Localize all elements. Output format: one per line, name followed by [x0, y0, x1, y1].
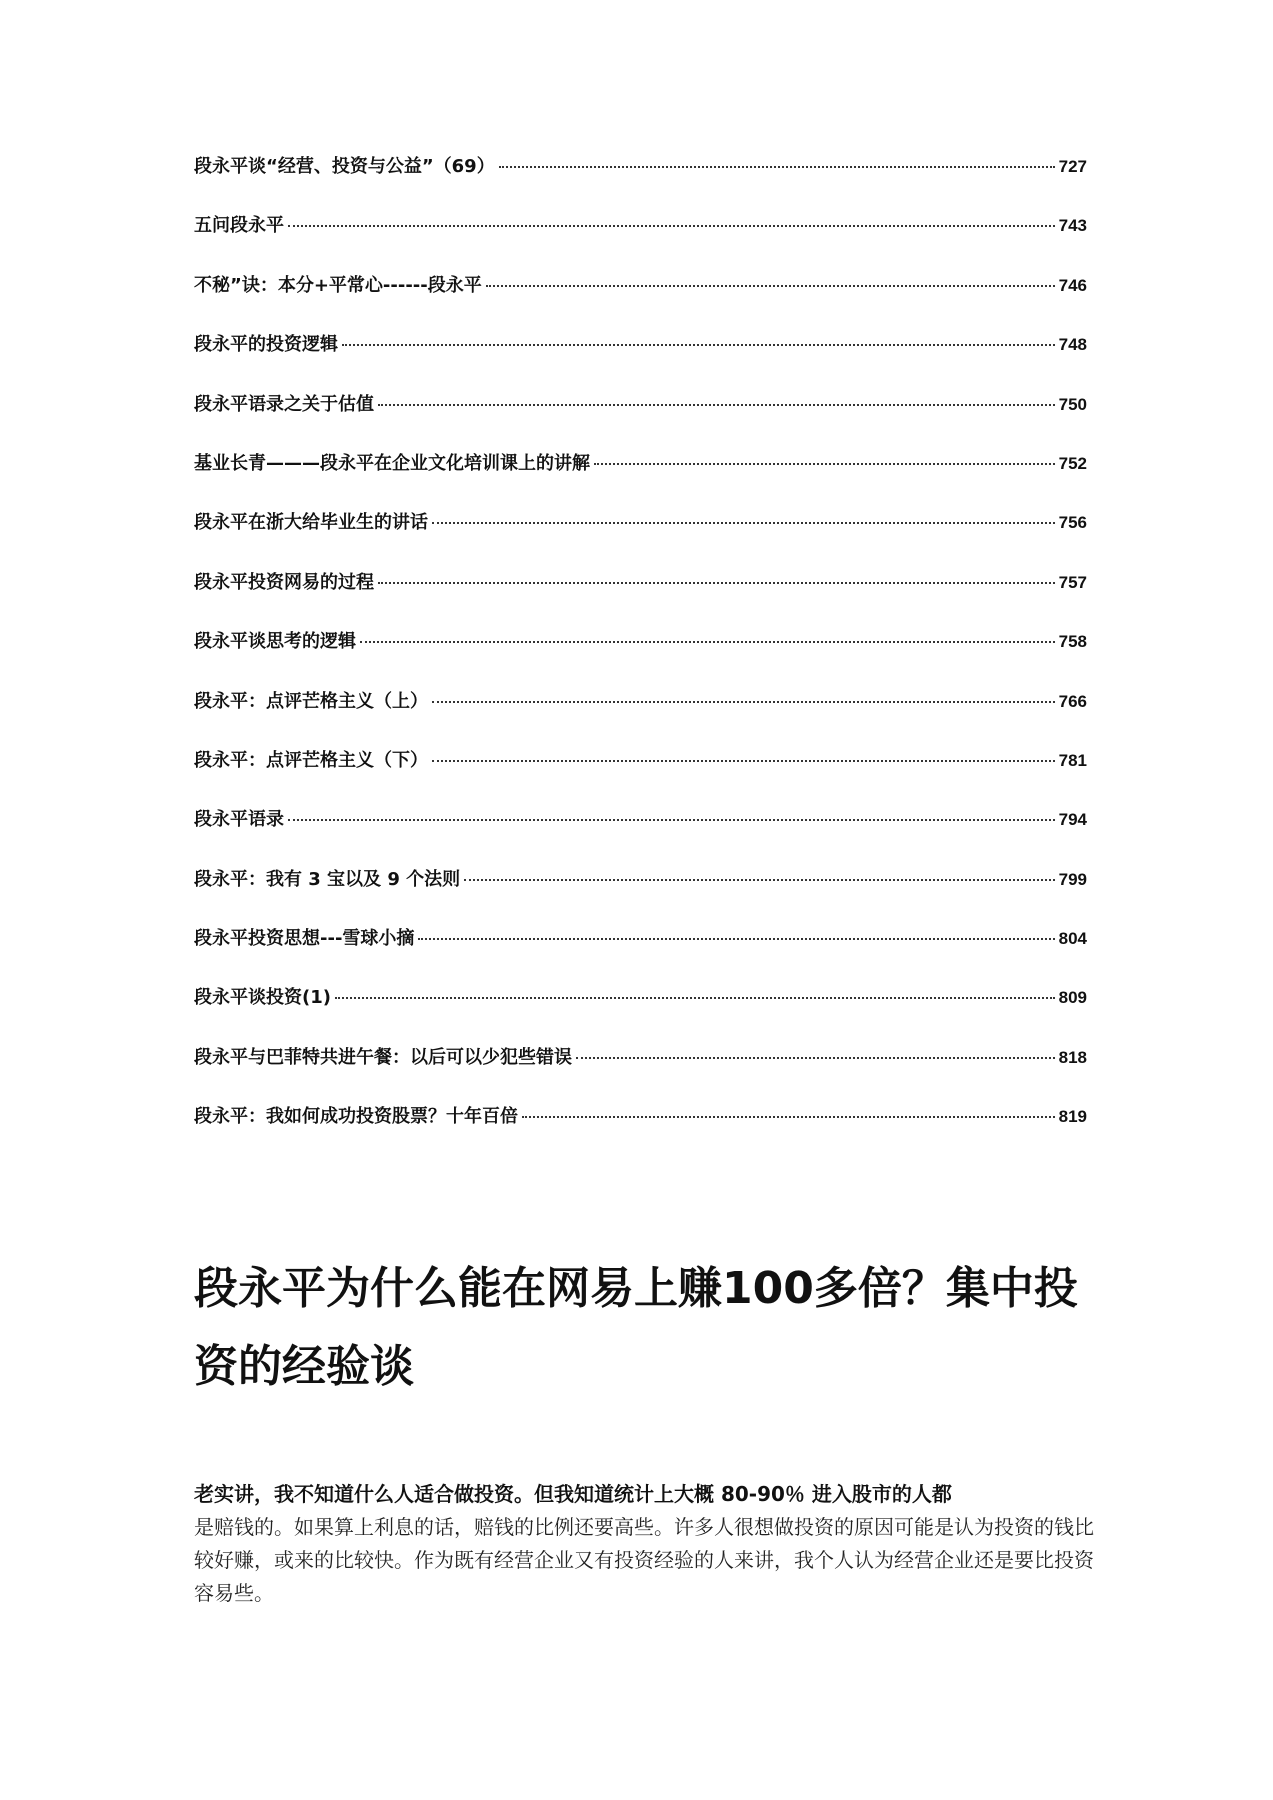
toc-entry-title: 段永平谈思考的逻辑 — [194, 631, 356, 653]
toc-page-number: 758 — [1058, 632, 1087, 652]
article-body-text: 是赔钱的。如果算上利息的话，赔钱的比例还要高些。许多人很想做投资的原因可能是认为投资的钱比较好赚，或来的比较快。作为既有经营企业又有投资经验的人来讲，我个人认为经营企业还是要比投资容易些。 — [194, 1515, 1094, 1605]
toc-entry-title: 不秘”诀：本分+平常心------段永平 — [194, 274, 482, 296]
toc-entry[interactable] — [194, 330, 1087, 389]
toc-entry[interactable] — [194, 627, 1087, 686]
toc-page-number: 804 — [1058, 929, 1087, 949]
toc-dot-leader — [576, 1057, 1055, 1059]
toc-entry-title: 段永平语录 — [194, 809, 284, 831]
toc-dot-leader — [288, 819, 1055, 821]
toc-page-number: 746 — [1058, 275, 1087, 295]
toc-page-number: 756 — [1058, 513, 1087, 533]
toc-entry[interactable] — [194, 211, 1087, 270]
toc-entry[interactable] — [194, 271, 1087, 330]
toc-entry-title: 段永平：我如何成功投资股票？十年百倍 — [194, 1106, 518, 1128]
toc-entry-title: 基业长青———段永平在企业文化培训课上的讲解 — [194, 452, 590, 474]
toc-dot-leader — [288, 225, 1055, 227]
toc-entry-title: 段永平投资思想---雪球小摘 — [194, 928, 415, 950]
toc-entry[interactable] — [194, 746, 1087, 805]
toc-entry-title: 段永平谈“经营、投资与公益”（69） — [194, 156, 495, 177]
toc-dot-leader — [464, 879, 1055, 881]
toc-page-number: 794 — [1058, 810, 1087, 830]
toc-entry[interactable] — [194, 805, 1087, 864]
toc-entry[interactable] — [194, 152, 1087, 211]
article-title: 段永平为什么能在网易上赚100多倍？集中投资的经验谈 — [194, 1263, 1078, 1392]
toc-dot-leader — [594, 463, 1055, 465]
toc-page-number: 818 — [1058, 1047, 1087, 1067]
toc-entry[interactable] — [194, 508, 1087, 567]
toc-entry[interactable] — [194, 687, 1087, 746]
toc-page-number: 750 — [1058, 394, 1087, 414]
toc-page-number: 752 — [1058, 453, 1087, 473]
toc-entry-title: 段永平：点评芒格主义（上） — [194, 690, 428, 712]
toc-entry-title: 段永平投资网易的过程 — [194, 571, 374, 593]
toc-page-number: 781 — [1058, 750, 1087, 770]
toc-dot-leader — [360, 641, 1055, 643]
toc-dot-leader — [432, 701, 1055, 703]
toc-entry[interactable] — [194, 1102, 1087, 1161]
table-of-contents — [194, 152, 1087, 1162]
toc-entry[interactable] — [194, 568, 1087, 627]
toc-dot-leader — [335, 997, 1055, 999]
toc-entry-title: 段永平：点评芒格主义（下） — [194, 749, 428, 771]
toc-page-number: 727 — [1058, 157, 1087, 176]
toc-dot-leader — [522, 1116, 1055, 1118]
toc-entry[interactable] — [194, 924, 1087, 983]
toc-entry-title: 段永平的投资逻辑 — [194, 334, 338, 356]
toc-dot-leader — [378, 404, 1055, 406]
toc-dot-leader — [432, 522, 1055, 524]
toc-entry[interactable] — [194, 983, 1087, 1042]
toc-dot-leader — [486, 285, 1055, 287]
toc-dot-leader — [378, 582, 1055, 584]
article-paragraph — [194, 1478, 1094, 1610]
toc-entry[interactable] — [194, 449, 1087, 508]
toc-dot-leader — [499, 166, 1055, 168]
toc-entry[interactable] — [194, 865, 1087, 924]
toc-page-number: 809 — [1058, 988, 1087, 1008]
toc-page-number: 757 — [1058, 572, 1087, 592]
toc-page-number: 766 — [1058, 691, 1087, 711]
toc-dot-leader — [432, 760, 1055, 762]
toc-page-number: 743 — [1058, 216, 1087, 236]
toc-entry-title: 段永平语录之关于估值 — [194, 393, 374, 415]
toc-entry[interactable] — [194, 390, 1087, 449]
toc-entry-title: 段永平谈投资(1) — [194, 987, 331, 1009]
toc-entry-title: 段永平与巴菲特共进午餐：以后可以少犯些错误 — [194, 1046, 572, 1068]
toc-dot-leader — [418, 938, 1054, 940]
toc-dot-leader — [342, 344, 1055, 346]
toc-page-number: 799 — [1058, 869, 1087, 889]
toc-entry-title: 段永平：我有 3 宝以及 9 个法则 — [194, 868, 461, 890]
toc-entry-title: 段永平在浙大给毕业生的讲话 — [194, 512, 428, 534]
toc-entry-title: 五问段永平 — [194, 215, 284, 237]
toc-entry[interactable] — [194, 1043, 1087, 1102]
toc-page-number: 819 — [1058, 1107, 1087, 1127]
article-lead-sentence: 老实讲，我不知道什么人适合做投资。但我知道统计上大概 80-90％ 进入股市的人都 — [194, 1482, 952, 1506]
toc-page-number: 748 — [1058, 335, 1087, 355]
